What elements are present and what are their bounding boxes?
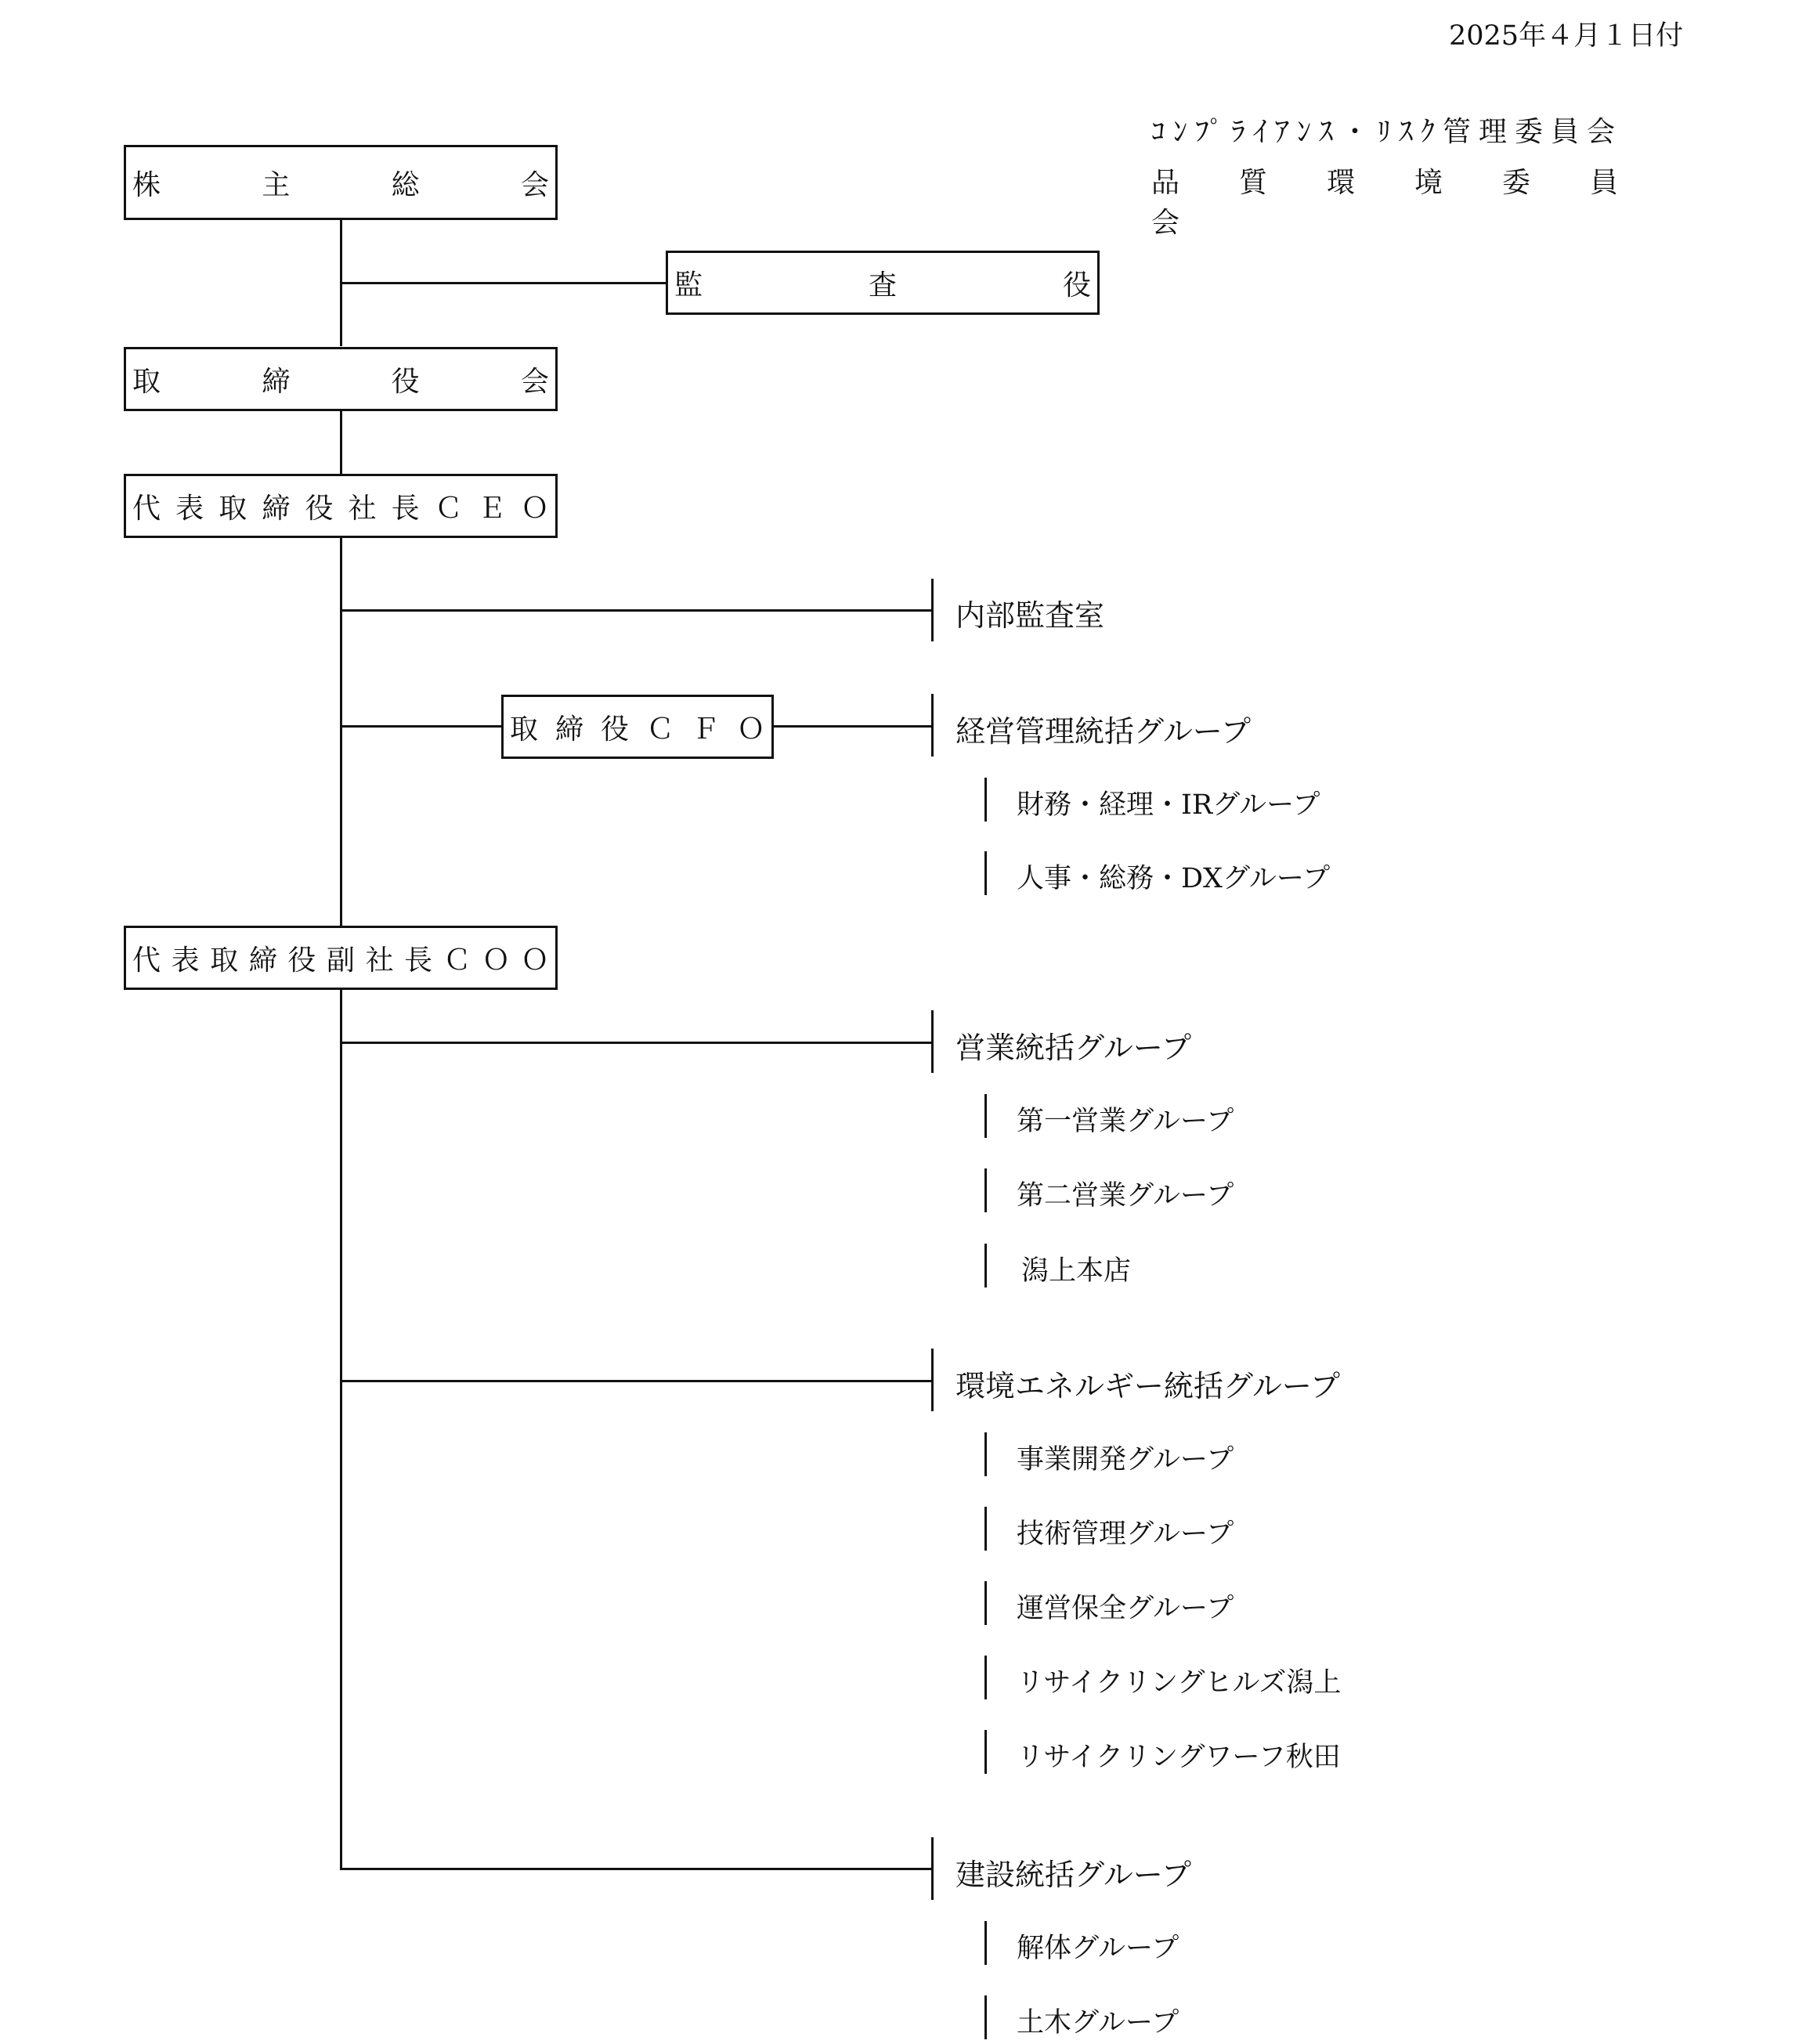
board-char: 締 (262, 365, 291, 398)
subgroup-business-dev: 事業開発グループ (1017, 1444, 1234, 1475)
shareholders-char: 株 (132, 168, 161, 201)
tick-sub (984, 1921, 987, 1965)
subgroup-civil: 土木グループ (1017, 2007, 1179, 2039)
connector-internal-audit (340, 609, 934, 612)
ceo-char: 締 (262, 492, 291, 525)
shareholders-char: 主 (262, 168, 291, 201)
cfo-char: Ｃ (645, 713, 674, 746)
coo-char: 取 (210, 944, 239, 977)
coo-char: 社 (365, 944, 394, 977)
connector-cfo-left (340, 725, 503, 728)
dept-environment: 環境エネルギー統括グループ (955, 1369, 1340, 1403)
date-label: 2025年４月１日付 (1449, 20, 1684, 52)
tick-management (931, 694, 934, 757)
dept-management: 経営管理統括グループ (955, 714, 1251, 749)
tick-sub (984, 1094, 987, 1138)
coo-char: 締 (248, 944, 277, 977)
coo-char: 代 (132, 944, 161, 977)
board-char: 役 (391, 365, 420, 398)
connector-cfo-right (771, 725, 934, 728)
subgroup-hr: 人事・総務・DXグループ (1017, 863, 1331, 894)
tick-sales (931, 1010, 934, 1073)
auditor-char: 査 (868, 269, 897, 302)
ceo-char: 役 (305, 492, 334, 525)
coo-char: 表 (171, 944, 200, 977)
subgroup-finance: 財務・経理・IRグループ (1017, 789, 1320, 821)
dept-internal-audit: 内部監査室 (955, 598, 1105, 633)
cfo-char: Ｆ (691, 713, 720, 746)
cfo-char: 取 (510, 713, 539, 746)
trunk-ceo-coo (340, 537, 342, 926)
ceo-char: 長 (391, 492, 420, 525)
cfo-box (501, 695, 774, 759)
coo-char: 長 (404, 944, 433, 977)
subgroup-demolition: 解体グループ (1017, 1933, 1179, 1964)
coo-char: Ｏ (482, 944, 511, 977)
subgroup-tech: 技術管理グループ (1017, 1519, 1234, 1550)
committee-quality (1151, 161, 1715, 240)
subgroup-recycling-hills: リサイクリングヒルズ潟上 (1017, 1667, 1342, 1699)
connector-sales (340, 1042, 934, 1044)
ceo-char: Ｅ (477, 492, 506, 525)
dept-construction: 建設統括グループ (955, 1858, 1191, 1892)
auditor-box (666, 251, 1100, 315)
auditor-char: 役 (1062, 269, 1091, 302)
tick-sub (984, 778, 987, 822)
ceo-char: 代 (132, 492, 161, 525)
tick-sub (984, 1995, 987, 2039)
ceo-char: Ｃ (434, 492, 463, 525)
shareholders-char: 総 (391, 168, 420, 201)
tick-sub (984, 1507, 987, 1551)
cfo-char: 締 (554, 713, 583, 746)
tick-sub (984, 1730, 987, 1774)
subgroup-operations: 運営保全グループ (1017, 1593, 1234, 1624)
subgroup-recycling-wharf: リサイクリングワーフ秋田 (1017, 1742, 1341, 1773)
subgroup-sales-2: 第二営業グループ (1017, 1180, 1234, 1212)
committee-compliance (1151, 110, 1715, 150)
tick-environment (931, 1349, 934, 1411)
ceo-char: 社 (348, 492, 377, 525)
ceo-box (124, 474, 558, 538)
tick-sub (984, 1244, 987, 1287)
coo-char: 役 (287, 944, 316, 977)
coo-char: 副 (326, 944, 355, 977)
board-char: 会 (520, 365, 549, 398)
trunk-coo (340, 988, 342, 1870)
cfo-char: Ｏ (736, 713, 765, 746)
committee-compliance-label: ｺﾝﾌﾟﾗｲｱﾝｽ・ﾘｽｸ管理委員会 (1151, 116, 1624, 148)
coo-char: Ｏ (520, 944, 549, 977)
subgroup-sales-1: 第一営業グループ (1017, 1106, 1234, 1137)
coo-box (124, 926, 558, 990)
trunk-board-ceo (340, 411, 342, 475)
tick-sub (984, 1656, 987, 1699)
tick-sub (984, 1581, 987, 1625)
tick-sub (984, 851, 987, 895)
shareholders-box (124, 145, 558, 220)
connector-construction (340, 1868, 934, 1870)
auditor-char: 監 (674, 269, 703, 302)
tick-internal-audit (931, 579, 934, 641)
shareholders-char: 会 (520, 168, 549, 201)
ceo-char: 取 (219, 492, 247, 525)
ceo-char: 表 (175, 492, 204, 525)
board-box (124, 347, 558, 411)
ceo-char: Ｏ (520, 492, 549, 525)
committee-quality-label: 品質環境委員会 (1151, 167, 1678, 239)
coo-char: Ｃ (443, 944, 471, 977)
cfo-char: 役 (600, 713, 629, 746)
board-char: 取 (132, 365, 161, 398)
subgroup-katagami-main: 潟上本店 (1021, 1255, 1132, 1287)
connector-auditor (340, 282, 669, 284)
tick-sub (984, 1168, 987, 1212)
dept-sales: 営業統括グループ (955, 1031, 1191, 1065)
tick-sub (984, 1432, 987, 1476)
connector-environment (340, 1380, 934, 1382)
tick-construction (931, 1837, 934, 1900)
